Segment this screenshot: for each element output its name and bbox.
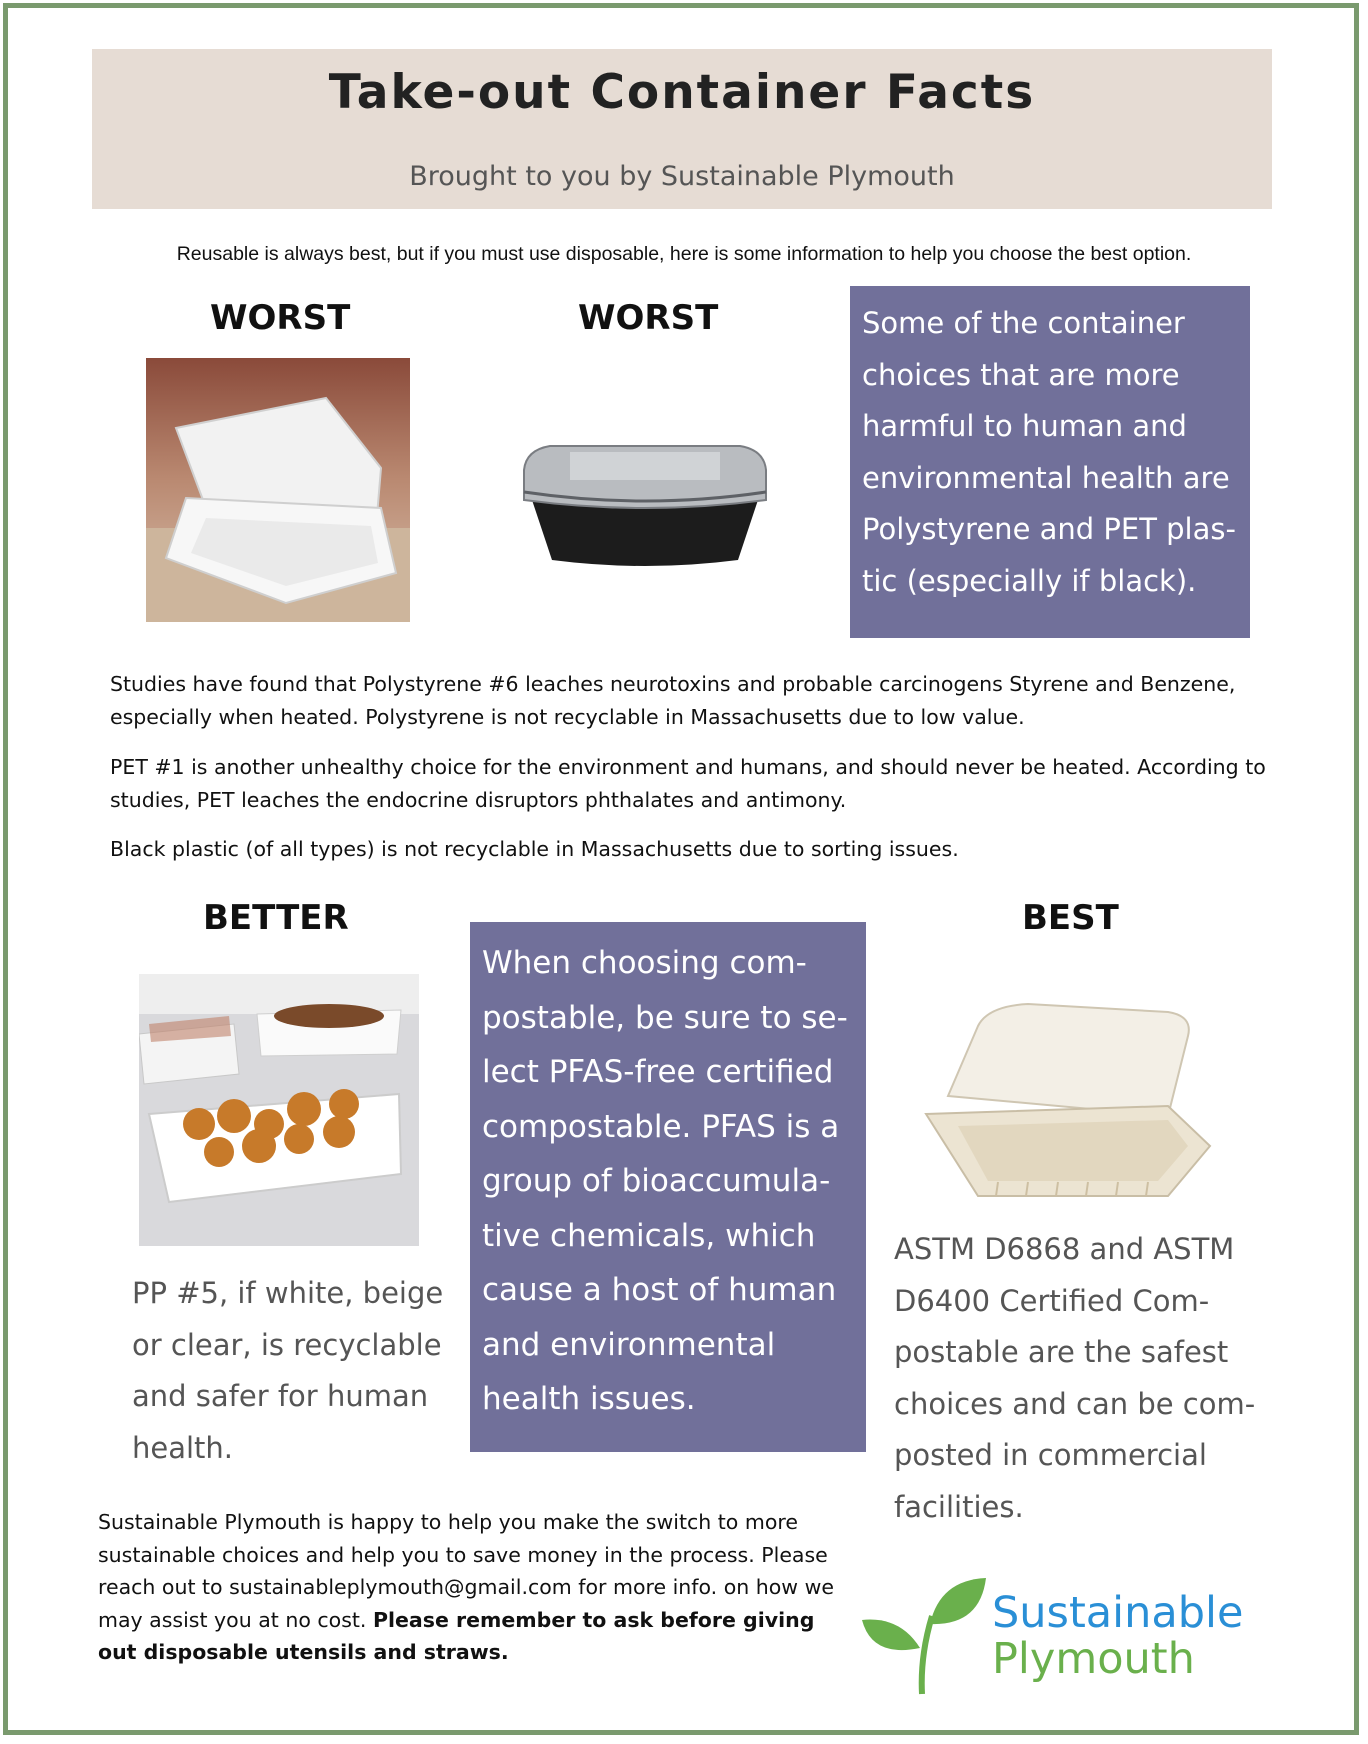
best-description: ASTM D6868 and ASTM D6400 Certified Com-postable are the safest choices and can be com-posted in commercial facilities. [894, 1232, 1256, 1524]
compostable-callout: When choosing com-postable, be sure to se-lect PFAS-free certified compostable. PFAS is a group of bioaccumula-tive chemicals, which cause a host of human and environmental health issues. [470, 922, 866, 1452]
worst-heading-1: WORST [210, 298, 351, 338]
foam-clamshell-container-icon [146, 358, 410, 622]
black-plastic-fact: Black plastic (of all types) is not recyclable in Massachusetts due to sorting issues. [110, 837, 959, 861]
pet-fact: PET #1 is another unhealthy choice for the environment and humans, and should never be heated. According to studies, PET leaches the endocrine disruptors phthalates and antimony. [110, 755, 1266, 812]
footer-message [98, 1506, 858, 1669]
logo-text-line2: Plymouth [992, 1634, 1195, 1684]
sprout-leaf-icon [860, 1576, 990, 1696]
polystyrene-fact: Studies have found that Polystyrene #6 leaches neurotoxins and probable carcinogens Styrene and Benzene, especially when heated. Polystyrene is not recyclable in Massachusetts due to low value. [110, 672, 1236, 729]
better-description: PP #5, if white, beige or clear, is recyclable and safer for human health. [132, 1276, 444, 1465]
page-subtitle: Brought to you by Sustainable Plymouth [409, 161, 955, 192]
best-heading: BEST [1022, 898, 1119, 938]
black-plastic-container-icon [520, 430, 770, 570]
intro-text: Reusable is always best, but if you must use disposable, here is some information to help you choose the best option. [176, 243, 1192, 265]
worst-heading-2: WORST [578, 298, 719, 338]
better-heading: BETTER [203, 898, 349, 938]
header-banner [92, 49, 1272, 209]
compostable-clamshell-icon [918, 996, 1218, 1206]
footer-text: Sustainable Plymouth is happy to help you make the switch to more sustainable choices and help you to save money in the process. Please reach out to sustainableplymouth@gmail.com for more info. on how we may assist you at no cost. [98, 1510, 834, 1632]
harmful-containers-callout: Some of the container choices that are more harmful to human and environmental health are Polystyrene and PET plas-tic (especially if black). [850, 286, 1250, 638]
sustainable-plymouth-logo [860, 1576, 1260, 1696]
white-pp-container-icon [139, 974, 419, 1246]
page-title: Take-out Container Facts [328, 65, 1036, 120]
footer-bold-text: Please remember to ask before giving out disposable utensils and straws. [98, 1607, 815, 1664]
logo-text-line1: Sustainable [992, 1588, 1244, 1638]
